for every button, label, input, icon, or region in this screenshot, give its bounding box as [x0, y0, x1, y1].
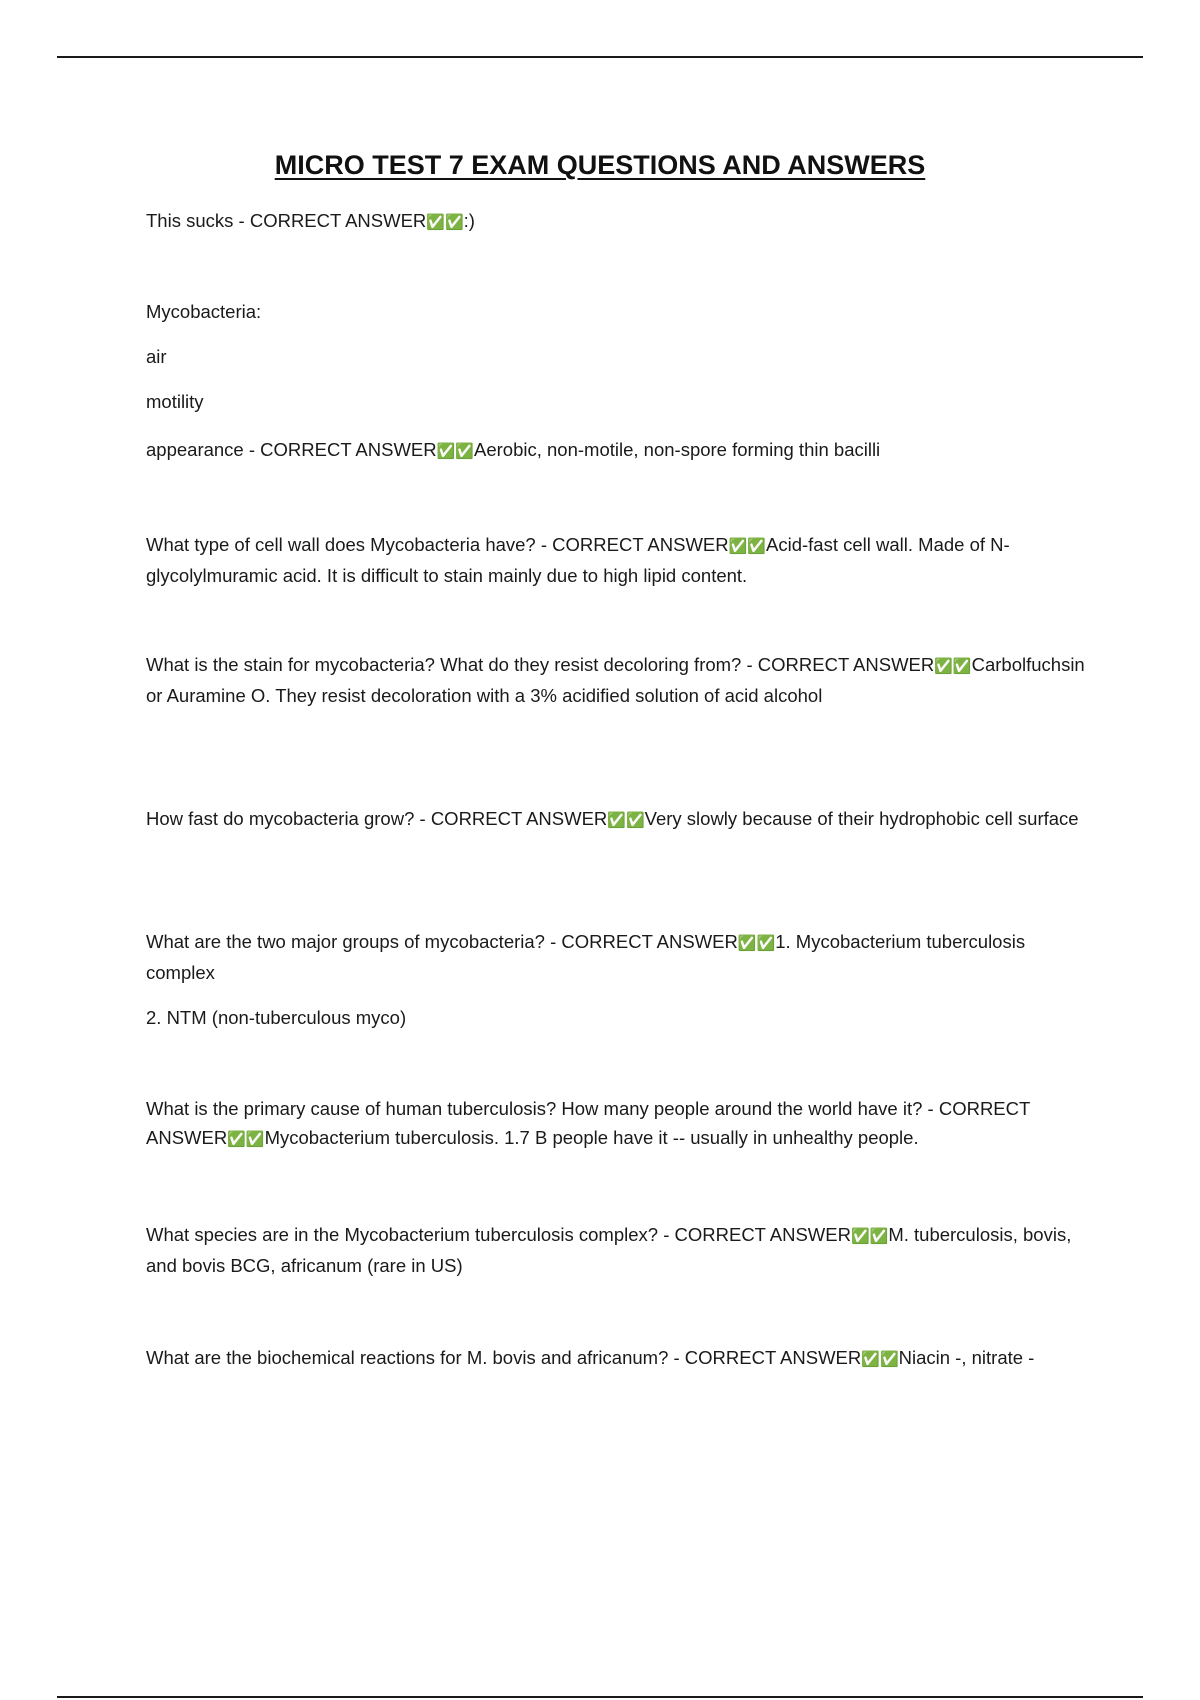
answer-text: Very slowly because of their hydrophobic cell surface [644, 808, 1079, 829]
check-marks-icon: ✅✅ [436, 442, 474, 460]
answer-marker: - CORRECT ANSWER [414, 808, 608, 829]
answer-marker: - CORRECT ANSWER [741, 654, 935, 675]
question-text: What species are in the Mycobacterium tuberculosis complex? [146, 1224, 659, 1245]
check-marks-icon: ✅✅ [737, 934, 776, 952]
question-text: What are the two major groups of mycobacteria? [146, 931, 545, 952]
answer-marker: - CORRECT ANSWER [233, 210, 427, 231]
answer-marker: - CORRECT ANSWER [668, 1347, 862, 1368]
answer-marker: - CORRECT ANSWER [658, 1224, 851, 1245]
answer-text: :) [463, 210, 475, 231]
answer-marker: - CORRECT ANSWER [243, 439, 437, 460]
answer-text: Aerobic, non-motile, non-spore forming thin bacilli [474, 439, 881, 460]
answer-marker: - CORRECT ANSWER [535, 534, 729, 555]
qa-entry-4 [146, 804, 1086, 835]
qa-entry-7 [146, 1220, 1086, 1280]
question-text: This sucks [146, 210, 234, 231]
qa-entry-6 [146, 1094, 1086, 1154]
check-marks-icon: ✅✅ [850, 1227, 889, 1245]
footer-rule [57, 1696, 1143, 1698]
qa-entry-8 [146, 1343, 1086, 1374]
question-line: air [146, 346, 167, 367]
question-text: What are the biochemical reactions for M. bovis and africanum? [146, 1347, 669, 1368]
answer-line: 2. NTM (non-tuberculous myco) [146, 1007, 407, 1028]
document-title: MICRO TEST 7 EXAM QUESTIONS AND ANSWERS [274, 150, 926, 180]
qa-entry-1 [146, 435, 1086, 466]
answer-marker: - CORRECT ANSWER [544, 931, 738, 952]
check-marks-icon: ✅✅ [861, 1350, 899, 1368]
check-marks-icon: ✅✅ [607, 811, 645, 829]
question-line: motility [146, 391, 204, 412]
check-marks-icon: ✅✅ [728, 537, 766, 555]
check-marks-icon: ✅✅ [227, 1130, 265, 1148]
header-rule [57, 56, 1143, 58]
question-text: How fast do mycobacteria grow? [146, 808, 415, 829]
answer-text: Niacin -, nitrate - [898, 1347, 1035, 1368]
qa-entry-0 [146, 206, 1086, 237]
question-text: What is the stain for mycobacteria? What do they resist decoloring from? [146, 654, 742, 675]
check-marks-icon: ✅✅ [426, 213, 464, 231]
answer-marker: - CORRECT ANSWER [146, 1098, 1030, 1148]
answer-text: 1. Mycobacterium tuberculosis complex [146, 931, 1026, 983]
qa-entry-5 [146, 927, 1086, 987]
answer-text: Acid-fast cell wall. Made of N-glycolylmuramic acid. It is difficult to stain mainly due to high lipid content. [146, 534, 1010, 586]
answer-text: Mycobacterium tuberculosis. 1.7 B people have it -- usually in unhealthy people. [264, 1127, 919, 1148]
check-marks-icon: ✅✅ [934, 657, 972, 675]
question-text: What type of cell wall does Mycobacteria have? [146, 534, 536, 555]
question-text: What is the primary cause of human tuberculosis? How many people around the world have it? [146, 1098, 923, 1119]
qa-entry-3 [146, 650, 1086, 710]
qa-entry-2 [146, 530, 1086, 590]
question-line: Mycobacteria: [146, 301, 262, 322]
question-text: appearance [146, 439, 244, 460]
answer-text: Carbolfuchsin or Auramine O. They resist decoloration with a 3% acidified solution of acid alcohol [146, 654, 1085, 706]
answer-text: M. tuberculosis, bovis, and bovis BCG, africanum (rare in US) [146, 1224, 1072, 1276]
